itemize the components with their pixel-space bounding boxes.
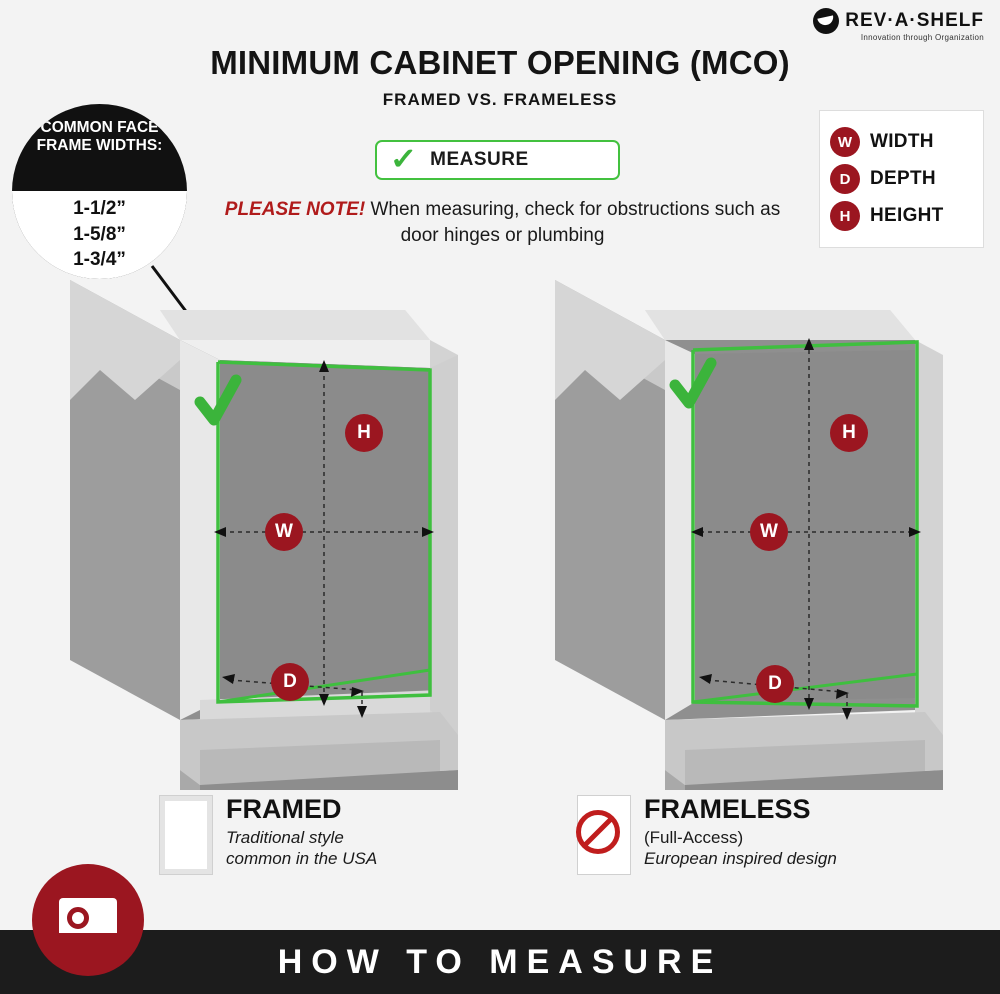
legend-label-depth: DEPTH	[870, 168, 936, 189]
no-sign-icon	[576, 810, 620, 854]
legend-item-width	[830, 127, 973, 157]
legend-item-height	[830, 201, 973, 231]
please-note-body: When measuring, check for obstructions such as door hinges or plumbing	[365, 199, 781, 246]
face-frame-width-2: 1-5/8”	[73, 223, 126, 245]
tape-measure-icon	[32, 864, 144, 976]
framed-swatch-icon	[160, 796, 212, 874]
width-badge-right: W	[750, 513, 788, 551]
framed-title: FRAMED	[226, 794, 342, 824]
width-badge-left: W	[265, 513, 303, 551]
please-note-text	[215, 197, 790, 248]
face-frame-heading: COMMON FACE FRAME WIDTHS:	[36, 119, 163, 154]
framed-cabinet-diagram	[40, 250, 460, 790]
face-frame-width-3: 1-3/4”	[73, 249, 126, 271]
please-note-emphasis: PLEASE NOTE!	[224, 199, 366, 220]
frameless-cabinet-diagram	[525, 250, 945, 790]
frameless-sub-line1: (Full-Access)	[644, 828, 744, 847]
legend-frameless	[578, 796, 837, 874]
legend-framed	[160, 796, 377, 874]
framed-sub-line2: common in the USA	[226, 849, 378, 869]
width-badge-icon: W	[830, 127, 860, 157]
face-frame-width-1: 1-1/2”	[73, 198, 126, 219]
legend-label-width: WIDTH	[870, 131, 934, 152]
brand-name: REV·A·SHELF	[845, 10, 984, 31]
depth-badge-icon: D	[830, 164, 860, 194]
brand-tagline: Innovation through Organization	[860, 33, 984, 42]
frameless-title: FRAMELESS	[644, 794, 811, 824]
brand-logo	[813, 8, 984, 42]
height-badge-right: H	[830, 414, 868, 452]
green-check-icon: ✓	[389, 143, 418, 176]
depth-badge-right: D	[756, 665, 794, 703]
framed-sub-line1: Traditional style	[226, 828, 344, 847]
frameless-swatch-icon	[578, 796, 630, 874]
height-badge-left: H	[345, 414, 383, 452]
measure-callout	[375, 140, 620, 180]
footer-legend	[0, 796, 1000, 916]
measure-label: MEASURE	[430, 149, 529, 170]
page-subtitle: FRAMED VS. FRAMELESS	[382, 90, 618, 109]
swoosh-logo-icon	[813, 8, 839, 34]
page-title: MINIMUM CABINET OPENING (MCO)	[210, 44, 790, 81]
legend-label-height: HEIGHT	[870, 205, 944, 226]
depth-badge-left: D	[271, 663, 309, 701]
height-badge-icon: H	[830, 201, 860, 231]
frameless-sub-line2: European inspired design	[644, 849, 837, 869]
bottom-bar	[0, 930, 1000, 994]
measurement-legend	[819, 110, 984, 248]
bottom-bar-text: HOW TO MEASURE	[277, 942, 723, 981]
legend-item-depth	[830, 164, 973, 194]
